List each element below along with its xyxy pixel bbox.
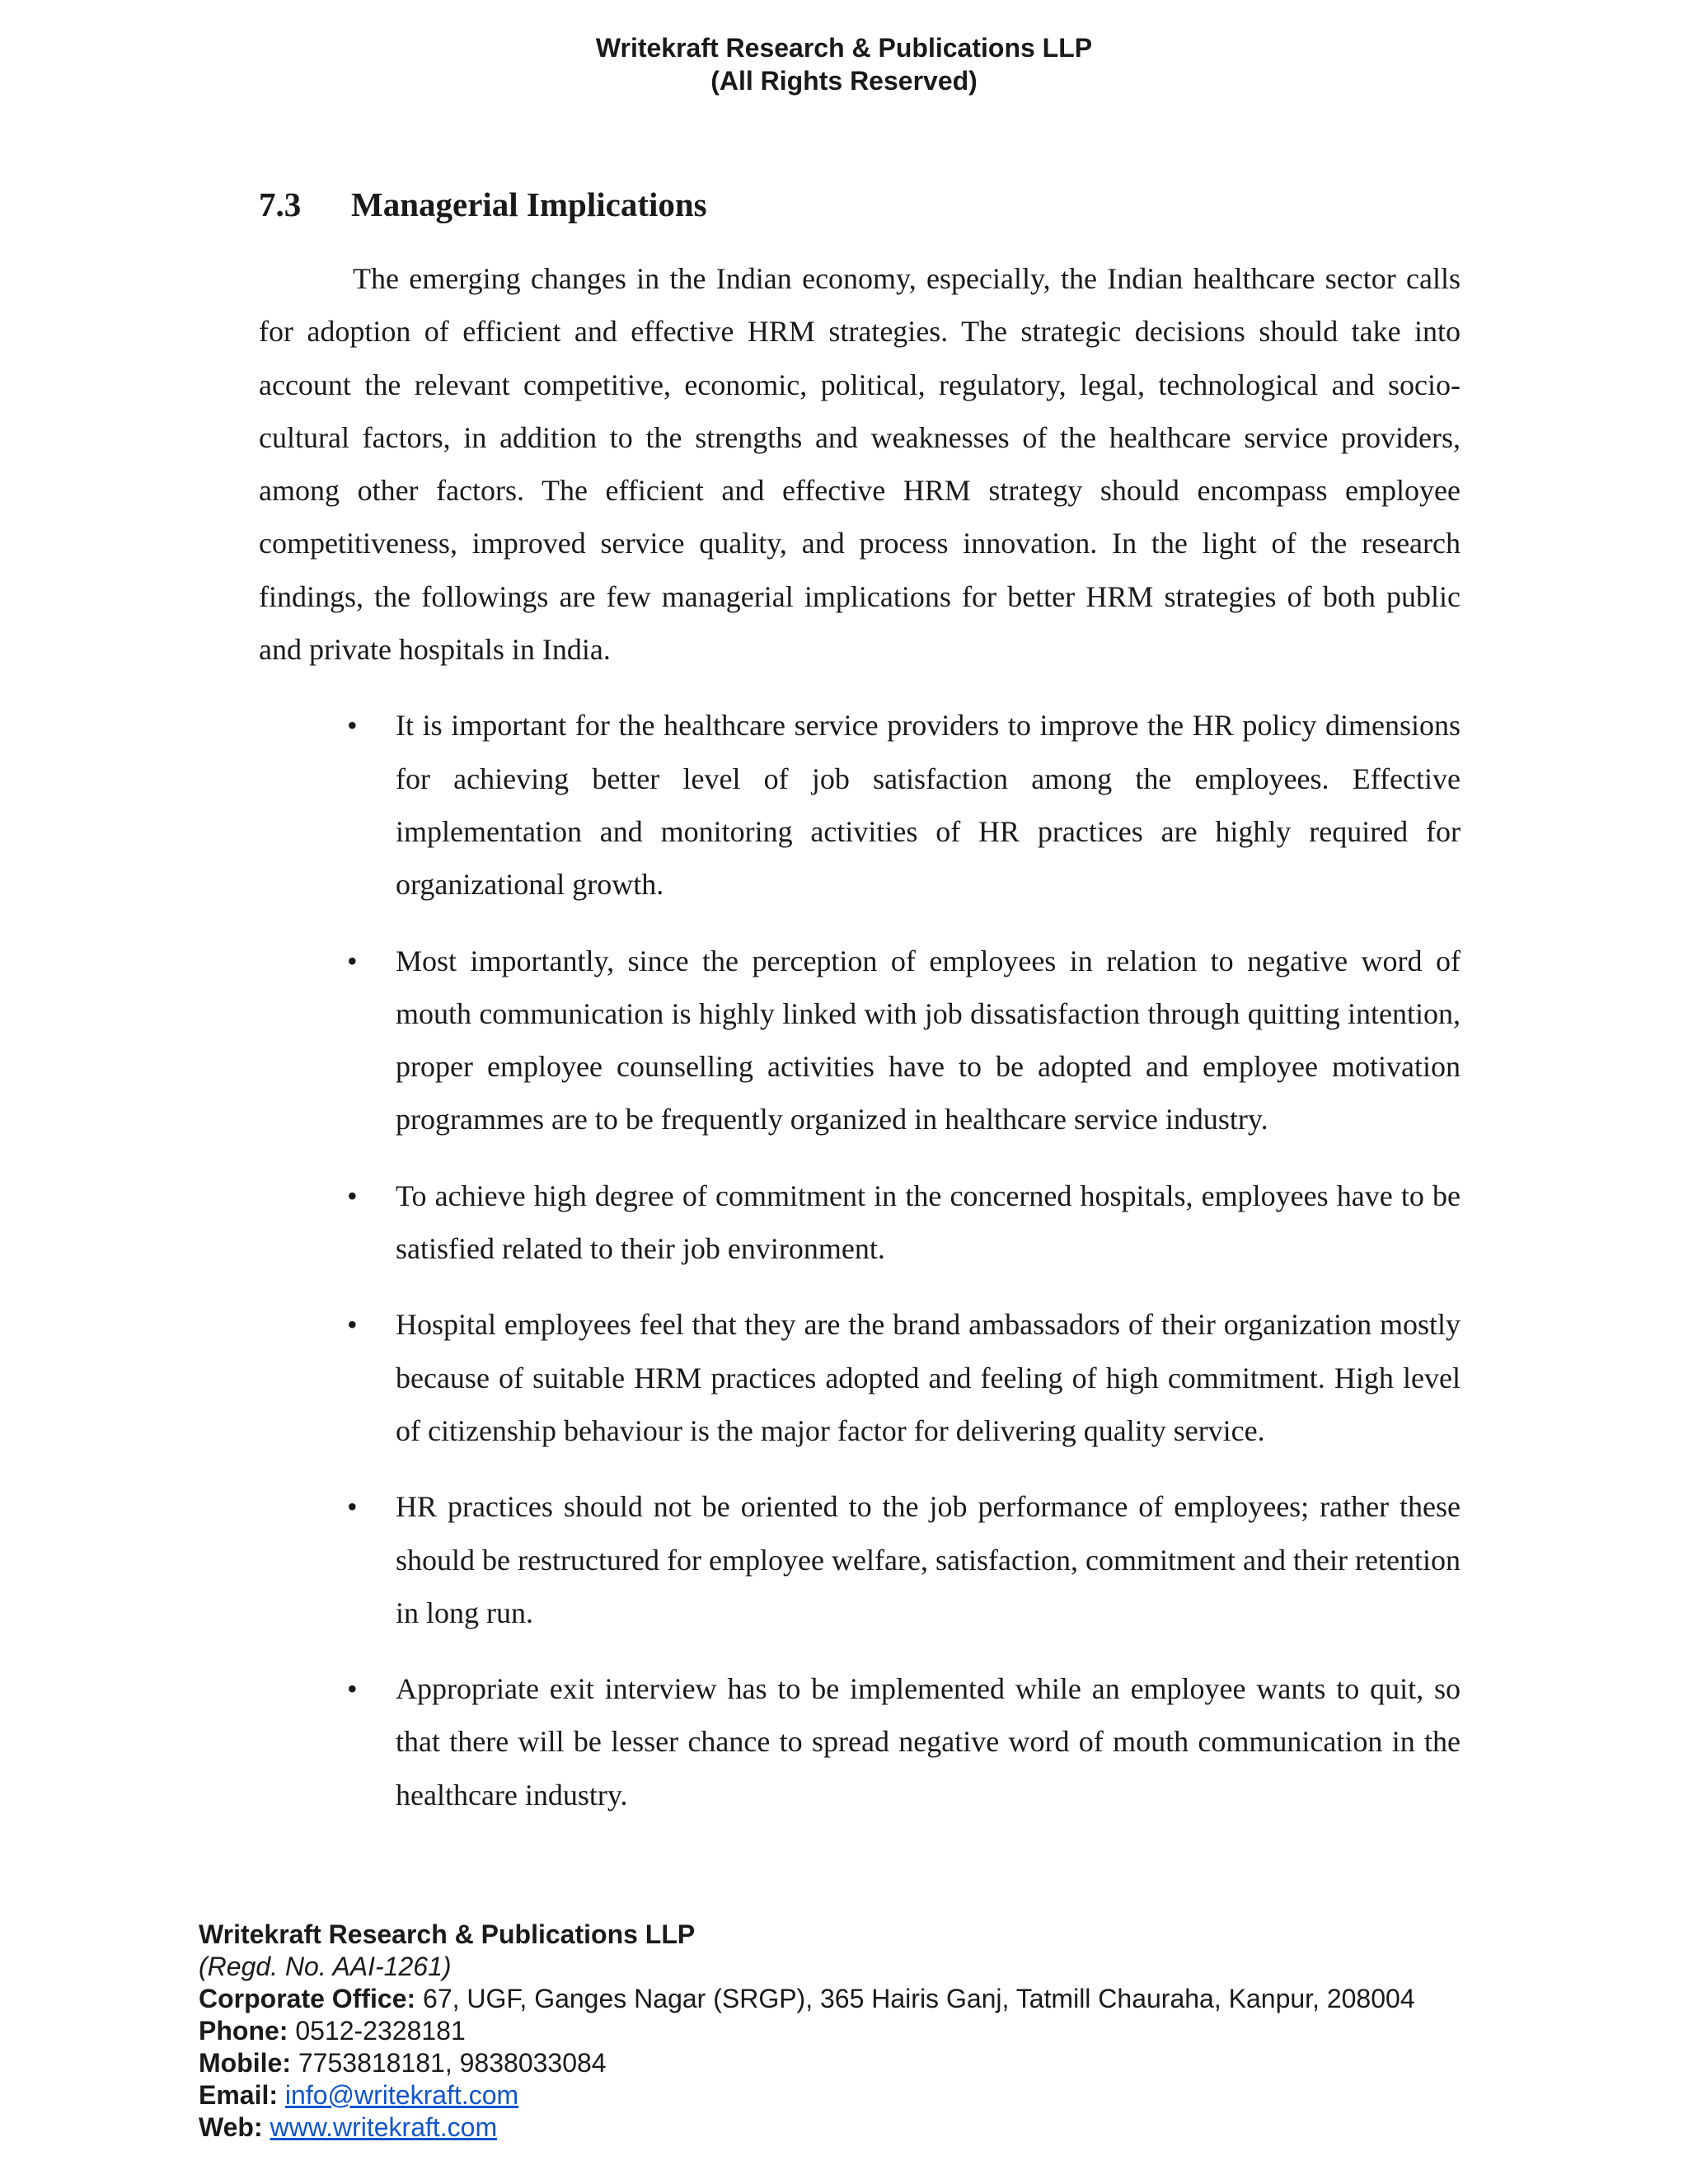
bullet-icon: • bbox=[347, 1672, 358, 1706]
main-content bbox=[259, 181, 1461, 1844]
footer-office-address: 67, UGF, Ganges Nagar (SRGP), 365 Hairis Ganj, Tatmill Chauraha, Kanpur, 208004 bbox=[415, 1984, 1415, 2013]
list-item bbox=[259, 1662, 1461, 1821]
bullet-icon: • bbox=[347, 944, 358, 977]
footer-email-line bbox=[199, 2079, 1415, 2111]
footer-web-line bbox=[199, 2111, 1415, 2144]
footer-web-label: Web: bbox=[199, 2112, 263, 2142]
footer-phone-number: 0512-2328181 bbox=[288, 2016, 466, 2046]
bullet-icon: • bbox=[347, 1179, 358, 1212]
header-rights-notice: (All Rights Reserved) bbox=[710, 66, 978, 96]
section-title: Managerial Implications bbox=[351, 185, 707, 223]
footer-registration: (Regd. No. AAI-1261) bbox=[199, 1952, 452, 1981]
footer-phone-label: Phone: bbox=[199, 2016, 288, 2046]
bullet-icon: • bbox=[347, 1308, 358, 1342]
list-item bbox=[259, 699, 1461, 911]
page-footer bbox=[199, 1919, 1415, 2144]
footer-office-label: Corporate Office: bbox=[199, 1984, 416, 2013]
bullet-icon: • bbox=[347, 709, 358, 743]
list-item-text: HR practices should not be oriented to the job performance of employees; rather these should be restructured for employee welfare, satisfaction, commitment and their retention in long run. bbox=[396, 1490, 1461, 1629]
list-item-text: Most importantly, since the perception of employees in relation to negative word of mouth communication is highly linked with job dissatisfaction through quitting intention, proper employee counselling activities have to be adopted and employee motivation programmes are to be frequently organized in healthcare service industry. bbox=[396, 944, 1461, 1137]
list-item bbox=[259, 935, 1461, 1146]
footer-mobile-numbers: 7753818181, 9838033084 bbox=[290, 2048, 607, 2078]
footer-mobile-line bbox=[199, 2047, 1415, 2079]
list-item bbox=[259, 1169, 1461, 1276]
implications-list bbox=[259, 699, 1461, 1821]
bullet-icon: • bbox=[347, 1490, 358, 1524]
footer-email-link[interactable]: info@writekraft.com bbox=[284, 2080, 519, 2110]
footer-phone-line bbox=[199, 2015, 1415, 2047]
section-heading bbox=[259, 181, 1461, 227]
list-item bbox=[259, 1298, 1461, 1457]
footer-web-link[interactable]: www.writekraft.com bbox=[270, 2112, 498, 2142]
footer-office-line bbox=[199, 1983, 1415, 2015]
list-item-text: Hospital employees feel that they are the brand ambassadors of their organization mostly because of suitable HRM practices adopted and feeling of high commitment. High level of citizenship behaviour is the major factor for delivering quality service. bbox=[396, 1308, 1461, 1447]
intro-paragraph: The emerging changes in the Indian economy, especially, the Indian healthcare sector calls for adoption of efficient and effective HRM strategies. The strategic decisions should take into account the relevant competitive, economic, political, regulatory, legal, technological and socio-cultural factors, in addition to the strengths and weaknesses of the healthcare service providers, among other factors. The efficient and effective HRM strategy should encompass employee competitiveness, improved service quality, and process innovation. In the light of the research findings, the followings are few managerial implications for better HRM strategies of both public and private hospitals in India. bbox=[259, 262, 1461, 667]
section-number: 7.3 bbox=[259, 185, 302, 223]
footer-mobile-label: Mobile: bbox=[199, 2048, 291, 2078]
list-item-text: To achieve high degree of commitment in the concerned hospitals, employees have to be satisfied related to their job environment. bbox=[396, 1179, 1461, 1266]
list-item bbox=[259, 1480, 1461, 1639]
footer-email-label: Email: bbox=[199, 2080, 279, 2110]
header-company-name: Writekraft Research & Publications LLP bbox=[595, 33, 1093, 63]
list-item-text: Appropriate exit interview has to be implemented while an employee wants to quit, so that there will be lesser chance to spread negative word of mouth communication in the healthcare industry. bbox=[396, 1672, 1461, 1811]
list-item-text: It is important for the healthcare service providers to improve the HR policy dimensions for achieving better level of job satisfaction among the employees. Effective implementation and monitoring activities of HR practices are highly required for organizational growth. bbox=[396, 709, 1461, 902]
footer-company-name: Writekraft Research & Publications LLP bbox=[199, 1919, 696, 1949]
page-header bbox=[0, 31, 1688, 97]
